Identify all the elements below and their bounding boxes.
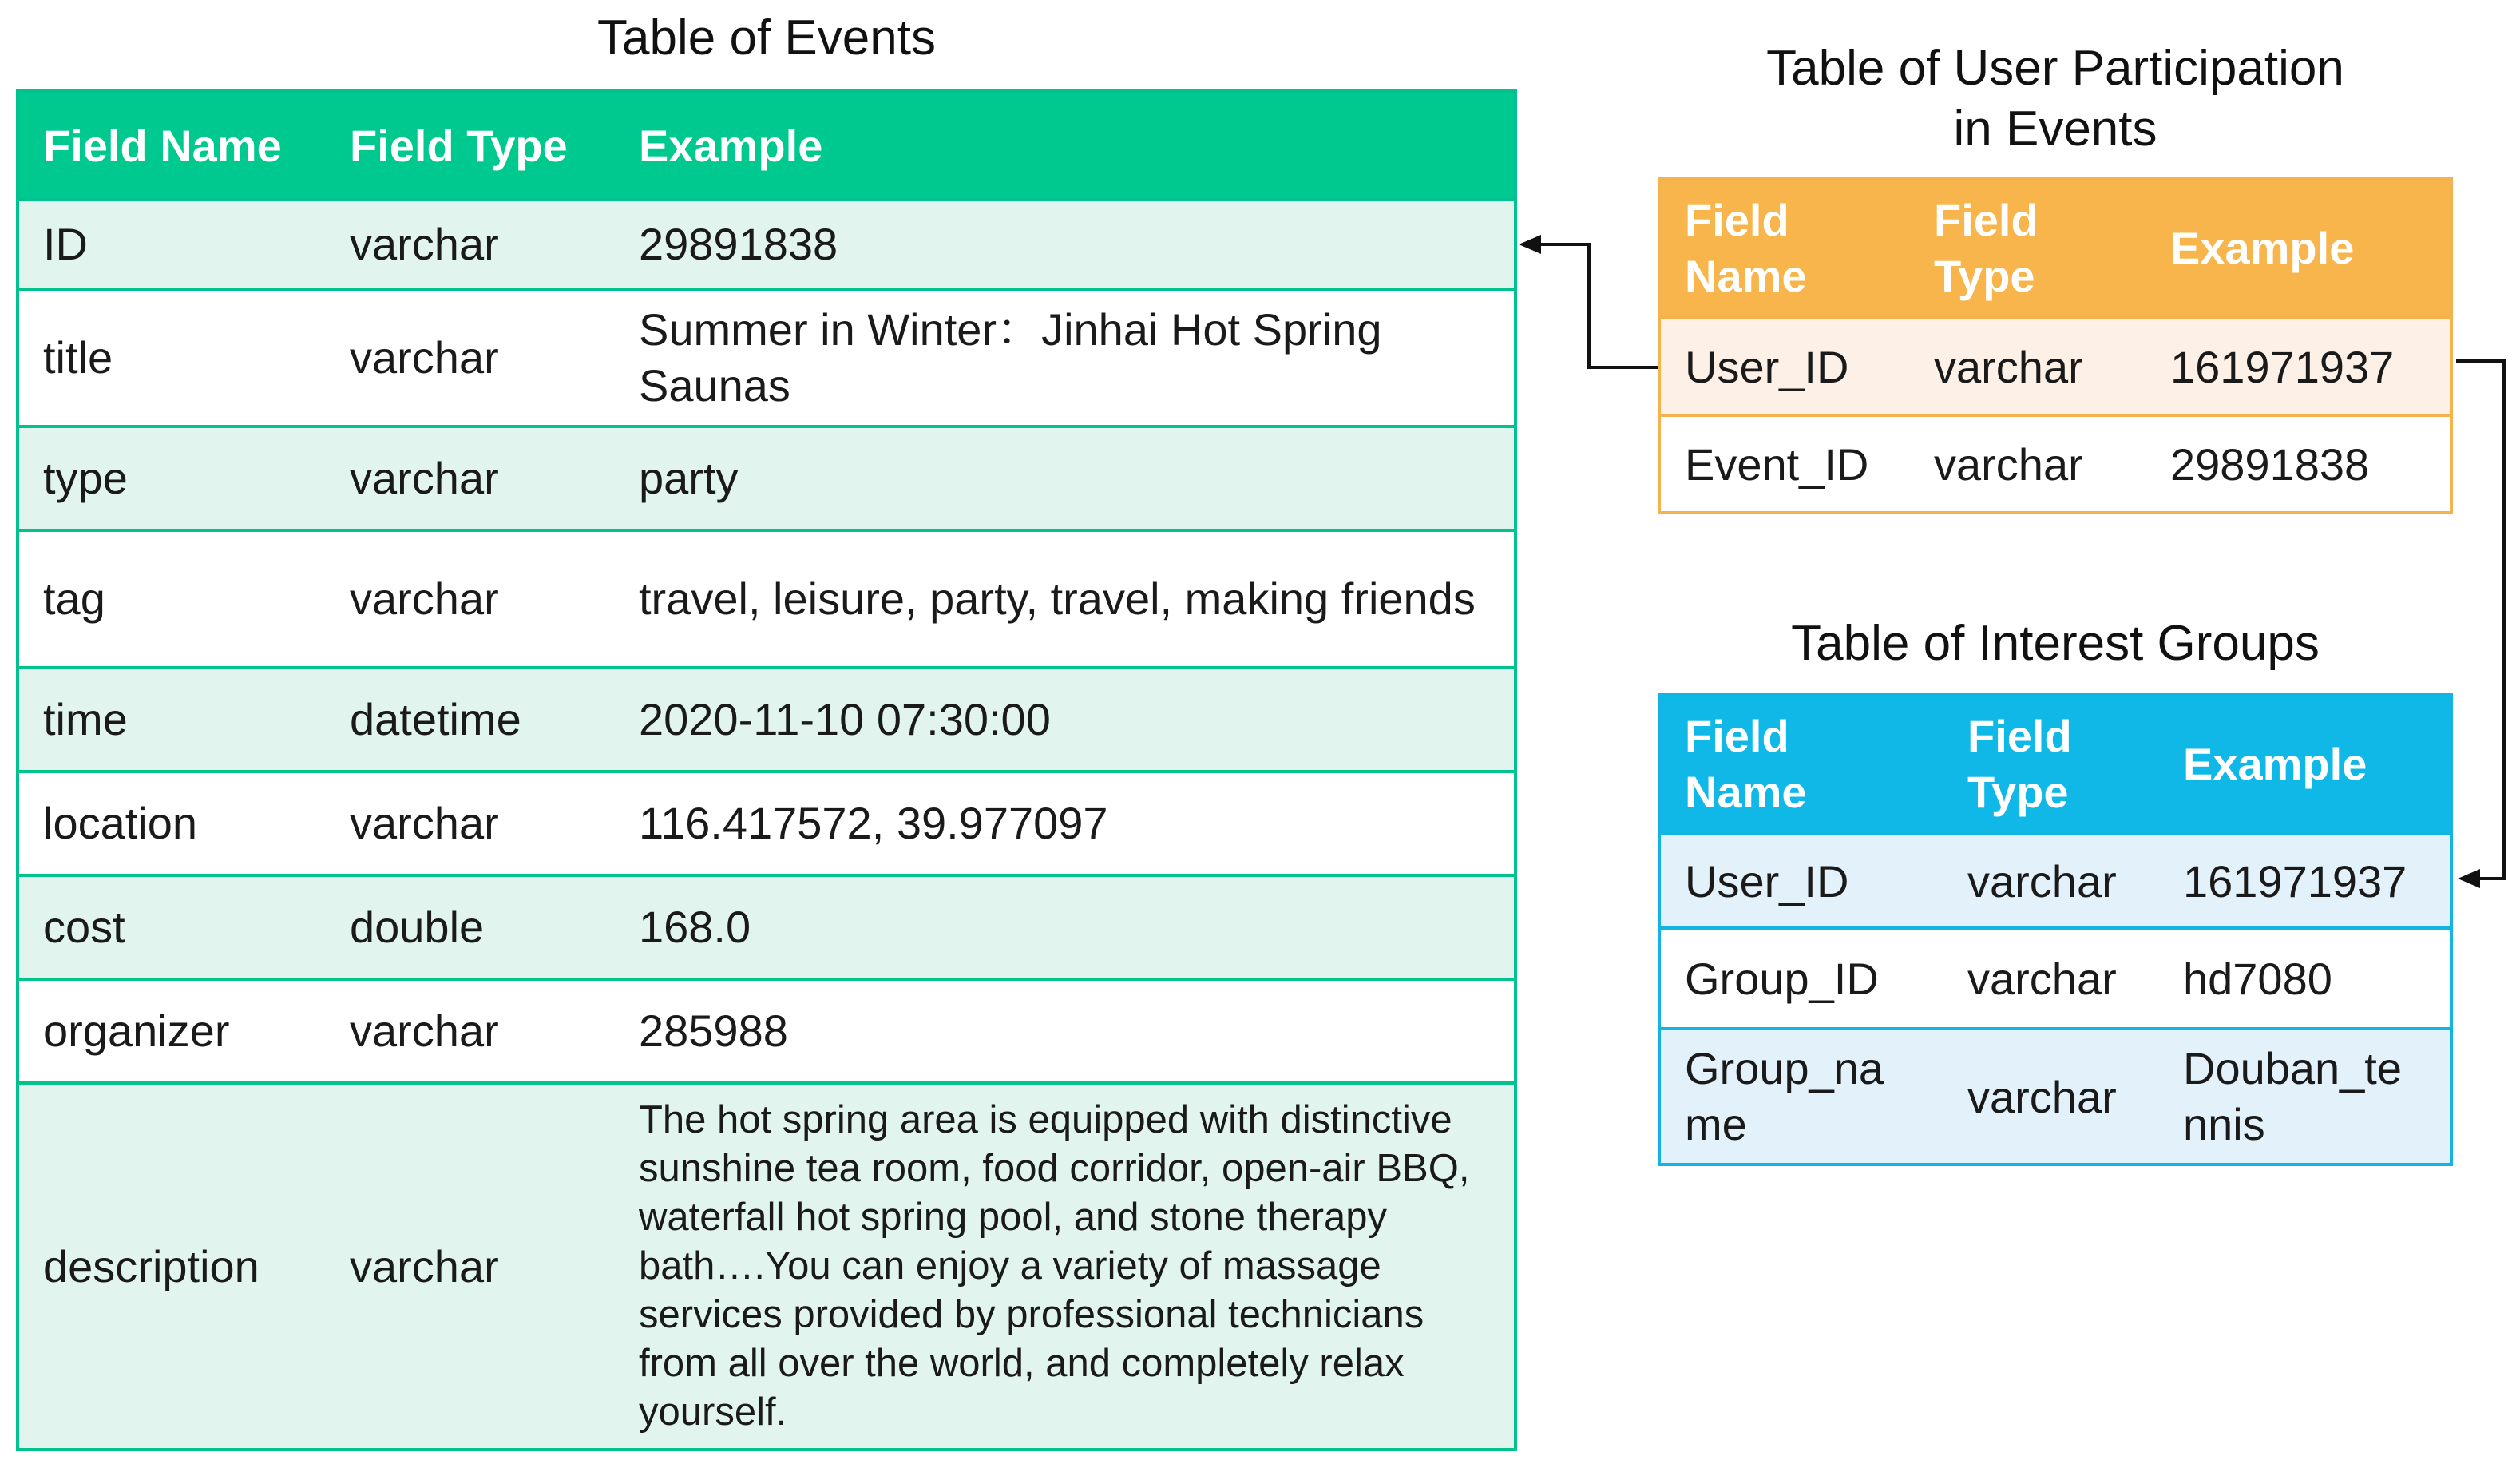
example-cell: 285988: [615, 979, 1516, 1083]
field-name-cell: location: [18, 772, 326, 875]
field-name-cell: title: [18, 289, 326, 427]
groups-table-title: Table of Interest Groups: [1791, 616, 2320, 671]
field-name-cell: tag: [18, 530, 326, 668]
header-field-type: Field Type: [1910, 179, 2146, 318]
field-type-cell: varchar: [326, 1083, 615, 1450]
header-example: Example: [2146, 179, 2451, 318]
field-type-cell: varchar: [326, 200, 615, 289]
example-cell: Douban_tennis: [2159, 1029, 2451, 1164]
participation-title-line2: in Events: [1953, 101, 2157, 157]
example-cell: Summer in Winter：Jinhai Hot Spring Saunas: [615, 289, 1516, 427]
field-name-cell: Group_name: [1659, 1029, 1943, 1164]
field-type-cell: datetime: [326, 668, 615, 772]
example-cell: party: [615, 427, 1516, 530]
field-type-cell: varchar: [326, 289, 615, 427]
header-field-name: Field Name: [1659, 179, 1910, 318]
example-cell: 116.417572, 39.977097: [615, 772, 1516, 875]
example-cell: 161971937: [2146, 318, 2451, 415]
event-id-link-arrow: [1525, 244, 1658, 367]
example-cell: The hot spring area is equipped with distinctive sunshine tea room, food corridor, open-air BBQ, waterfall hot spring pool, and stone therapy bath….You can enjoy a variety of massage services provided by professional technicians from all over the world, and completely relax yourself.: [615, 1083, 1516, 1450]
header-field-name: Field Name: [18, 91, 326, 200]
header-example: Example: [615, 91, 1516, 200]
field-name-cell: User_ID: [1659, 318, 1910, 415]
field-type-cell: varchar: [326, 979, 615, 1083]
field-type-cell: varchar: [1910, 318, 2146, 415]
example-cell: 29891838: [2146, 415, 2451, 513]
field-name-cell: type: [18, 427, 326, 530]
field-name-cell: Event_ID: [1659, 415, 1910, 513]
event-arrowhead: [1519, 235, 1541, 254]
field-type-cell: double: [326, 875, 615, 979]
events-table-title: Table of Events: [597, 10, 936, 65]
example-cell: hd7080: [2159, 928, 2451, 1029]
field-type-cell: varchar: [1910, 415, 2146, 513]
field-name-cell: cost: [18, 875, 326, 979]
field-type-cell: varchar: [1943, 1029, 2159, 1164]
field-type-cell: varchar: [1943, 928, 2159, 1029]
user-id-link-arrow: [2456, 361, 2504, 879]
participation-title-line1: Table of User Participation: [1766, 41, 2344, 96]
field-name-cell: User_ID: [1659, 834, 1943, 928]
header-example: Example: [2159, 695, 2451, 834]
field-type-cell: varchar: [326, 772, 615, 875]
field-name-cell: time: [18, 668, 326, 772]
example-cell: 168.0: [615, 875, 1516, 979]
field-type-cell: varchar: [326, 530, 615, 668]
field-name-cell: description: [18, 1083, 326, 1450]
header-field-type: Field Type: [326, 91, 615, 200]
field-type-cell: varchar: [326, 427, 615, 530]
example-cell: travel, leisure, party, travel, making friends: [615, 530, 1516, 668]
example-cell: 29891838: [615, 200, 1516, 289]
example-cell: 161971937: [2159, 834, 2451, 928]
field-name-cell: organizer: [18, 979, 326, 1083]
field-name-cell: Group_ID: [1659, 928, 1943, 1029]
header-field-type: Field Type: [1943, 695, 2159, 834]
user-arrowhead: [2458, 869, 2480, 888]
example-cell: 2020-11-10 07:30:00: [615, 668, 1516, 772]
field-type-cell: varchar: [1943, 834, 2159, 928]
header-field-name: Field Name: [1659, 695, 1943, 834]
field-name-cell: ID: [18, 200, 326, 289]
